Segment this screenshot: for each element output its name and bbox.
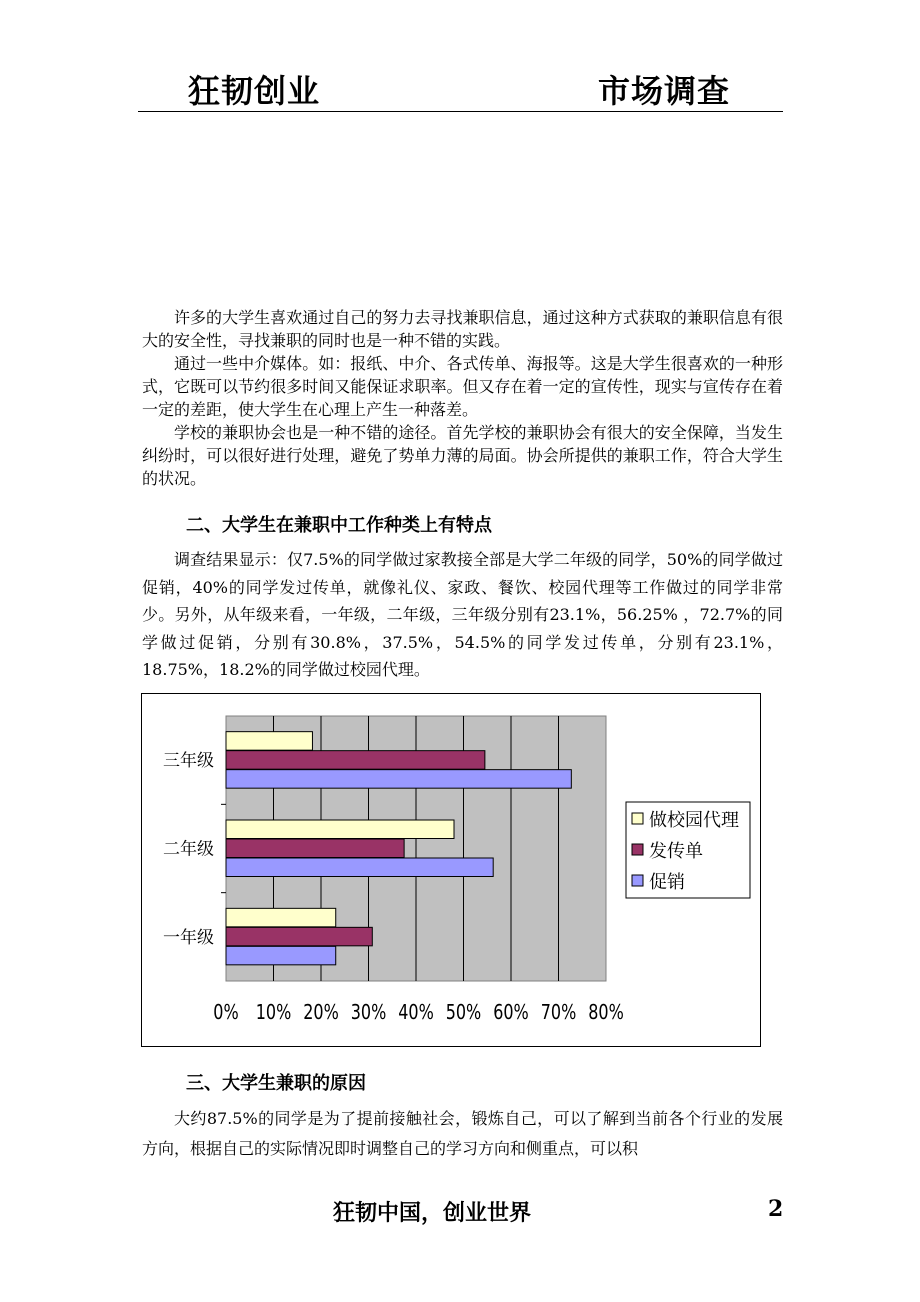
bar	[226, 908, 336, 927]
bar	[226, 751, 485, 770]
legend-swatch	[632, 875, 643, 886]
legend-label: 做校园代理	[649, 810, 739, 831]
bar-chart	[142, 694, 760, 1046]
section2-paragraph: 调查结果显示：仅7.5%的同学做过家教接全部是大学二年级的同学，50%的同学做过促销，40%的同学发过传单，就像礼仪、家政、餐饮、校园代理等工作做过的同学非常少。另外，从年级来看，一年级，二年级，三年级分别有23.1%，56.25% ，72.7%的同学做过促销，分别有30.8%，37.5%，54.5%的同学发过传单，分别有23.1%，18.75%，18.2%的同学做过校园代理。	[142, 550, 783, 679]
header-divider	[138, 111, 783, 112]
bar	[226, 770, 571, 789]
y-category-label: 一年级	[163, 927, 214, 948]
y-category-label: 二年级	[163, 839, 214, 860]
bar-chart-frame	[141, 693, 761, 1047]
x-tick-label: 30%	[350, 1001, 387, 1025]
footer-slogan: 狂韧中国，创业世界	[333, 1201, 532, 1226]
x-tick-label: 0%	[213, 1001, 239, 1025]
section3-heading: 三、大学生兼职的原因	[186, 1073, 366, 1094]
x-tick-label: 80%	[588, 1001, 624, 1025]
x-tick-label: 40%	[398, 1001, 434, 1025]
paragraph-school-association: 学校的兼职协会也是一种不错的途径。首先学校的兼职协会有很大的安全保障，当发生纠纷时，可以很好进行处理，避免了势单力薄的局面。协会所提供的兼职工作，符合大学生的状况。	[142, 423, 783, 488]
legend-label: 促销	[649, 872, 685, 893]
x-tick-label: 70%	[540, 1001, 577, 1025]
section2-heading: 二、大学生在兼职中工作种类上有特点	[186, 515, 492, 536]
bar	[226, 839, 404, 858]
bar	[226, 732, 312, 751]
bar	[226, 927, 372, 946]
header-right-title: 市场调查	[598, 72, 731, 110]
section2-body	[142, 546, 783, 684]
paragraph-self-search: 许多的大学生喜欢通过自己的努力去寻找兼职信息，通过这种方式获取的兼职信息有很大的安全性，寻找兼职的同时也是一种不错的实践。	[142, 308, 783, 350]
section3-paragraph: 大约87.5%的同学是为了提前接触社会，锻炼自己，可以了解到当前各个行业的发展方向，根据自己的实际情况即时调整自己的学习方向和侧重点，可以积	[142, 1109, 783, 1158]
paragraph-intermediary-media: 通过一些中介媒体。如：报纸、中介、各式传单、海报等。这是大学生很喜欢的一种形式，它既可以节约很多时间又能保证求职率。但又存在着一定的宣传性，现实与宣传存在着一定的差距，使大学生在心理上产生一种落差。	[142, 354, 783, 419]
legend-swatch	[632, 844, 643, 855]
section3-body	[142, 1104, 783, 1164]
x-tick-label: 10%	[255, 1001, 292, 1025]
bar	[226, 820, 454, 839]
x-tick-label: 60%	[493, 1001, 529, 1025]
intro-paragraphs	[142, 306, 783, 490]
legend-swatch	[632, 813, 643, 824]
bar	[226, 946, 336, 965]
legend-label: 发传单	[649, 841, 703, 862]
bar	[226, 858, 493, 877]
page-number: 2	[768, 1196, 784, 1222]
header-left-title: 狂韧创业	[188, 72, 321, 110]
x-tick-label: 50%	[445, 1001, 482, 1025]
x-tick-label: 20%	[303, 1001, 339, 1025]
y-category-label: 三年级	[163, 751, 214, 772]
